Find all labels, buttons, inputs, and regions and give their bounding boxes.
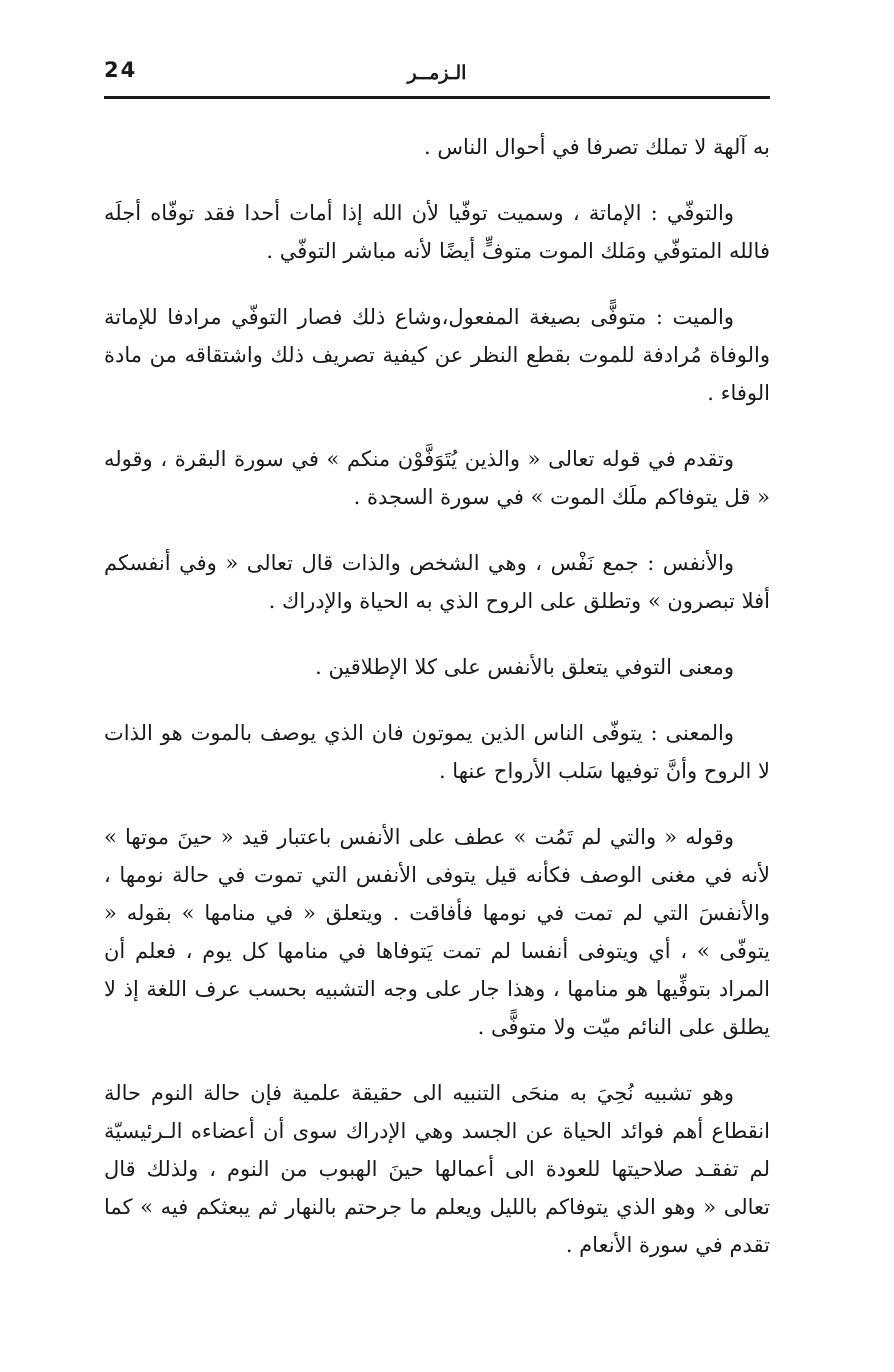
body-text [104,128,770,1292]
paragraph-2: والتوفّي : الإماتة ، وسميت توفّيا لأن الله إذا أمات أحدا فقد توفّاه أجلَه فالله المتوفّي ومَلك الموت متوفٍّ أيضًا لأنه مباشر التوفّي . [104,201,770,263]
paragraph-7: والمعنى : يتوفّى الناس الذين يموتون فان الذي يوصف بالموت هو الذات لا الروح وأنَّ توفيها سَلب الأرواح عنها . [104,721,770,783]
page-number: 24 [104,58,138,82]
running-title: الـزمــر [407,62,467,84]
page-header [104,56,770,94]
paragraph-5: والأنفس : جمع نَفْس ، وهي الشخص والذات قال تعالى « وفي أنفسكم أفلا تبصرون » وتطلق على الروح الذي به الحياة والإدراك . [104,551,770,613]
header-divider [104,96,770,99]
paragraph-3: والميت : متوفًّى بصيغة المفعول،وشاع ذلك فصار التوفّي مرادفا للإماتة والوفاة مُرادفة للموت بقطع النظر عن كيفية تصريف ذلك واشتقاقه من مادة الوفاء . [104,305,770,405]
paragraph-8: وقوله « والتي لم تَمُت » عطف على الأنفس باعتبار قيد « حينَ موتها » لأنه في مغنى الوصف فكأنه قيل يتوفى الأنفس التي تموت في حالة نومها ، والأنفسَ التي لم تمت في نومها فأفاقت . ويتعلق « في منامها » بقوله « يتوفّى » ، أي ويتوفى أنفسا لم تمت يَتوفاها في منامها كل يوم ، فعلم أن المراد بتوفِّيها هو منامها ، وهذا جار على وجه التشبيه بحسب عرف اللغة إذ لا يطلق على النائم ميّت ولا متوفًّى . [104,825,770,1039]
paragraph-6: ومعنى التوفي يتعلق بالأنفس على كلا الإطلاقين . [315,655,734,679]
paragraph-1: به آلهة لا تملك تصرفا في أحوال الناس . [424,135,770,159]
paragraph-9: وهو تشبيه نُحِيَ به منحَى التنبيه الى حقيقة علمية فإن حالة النوم حالة انقطاع أهم فوائد الحياة عن الجسد وهي الإدراك سوى أن أعضاءه الـرئيسيّة لم تفقـد صلاحيتها للعودة الى أعمالها حينَ الهبوب من النوم ، ولذلك قال تعالى « وهو الذي يتوفاكم بالليل ويعلم ما جرحتم بالنهار ثم يبعثكم فيه » كما تقدم في سورة الأنعام . [104,1081,770,1257]
paragraph-4: وتقدم في قوله تعالى « والذين يُتَوَفَّوْن منكم » في سورة البقرة ، وقوله « قل يتوفاكم ملَك الموت » في سورة السجدة . [104,447,770,509]
